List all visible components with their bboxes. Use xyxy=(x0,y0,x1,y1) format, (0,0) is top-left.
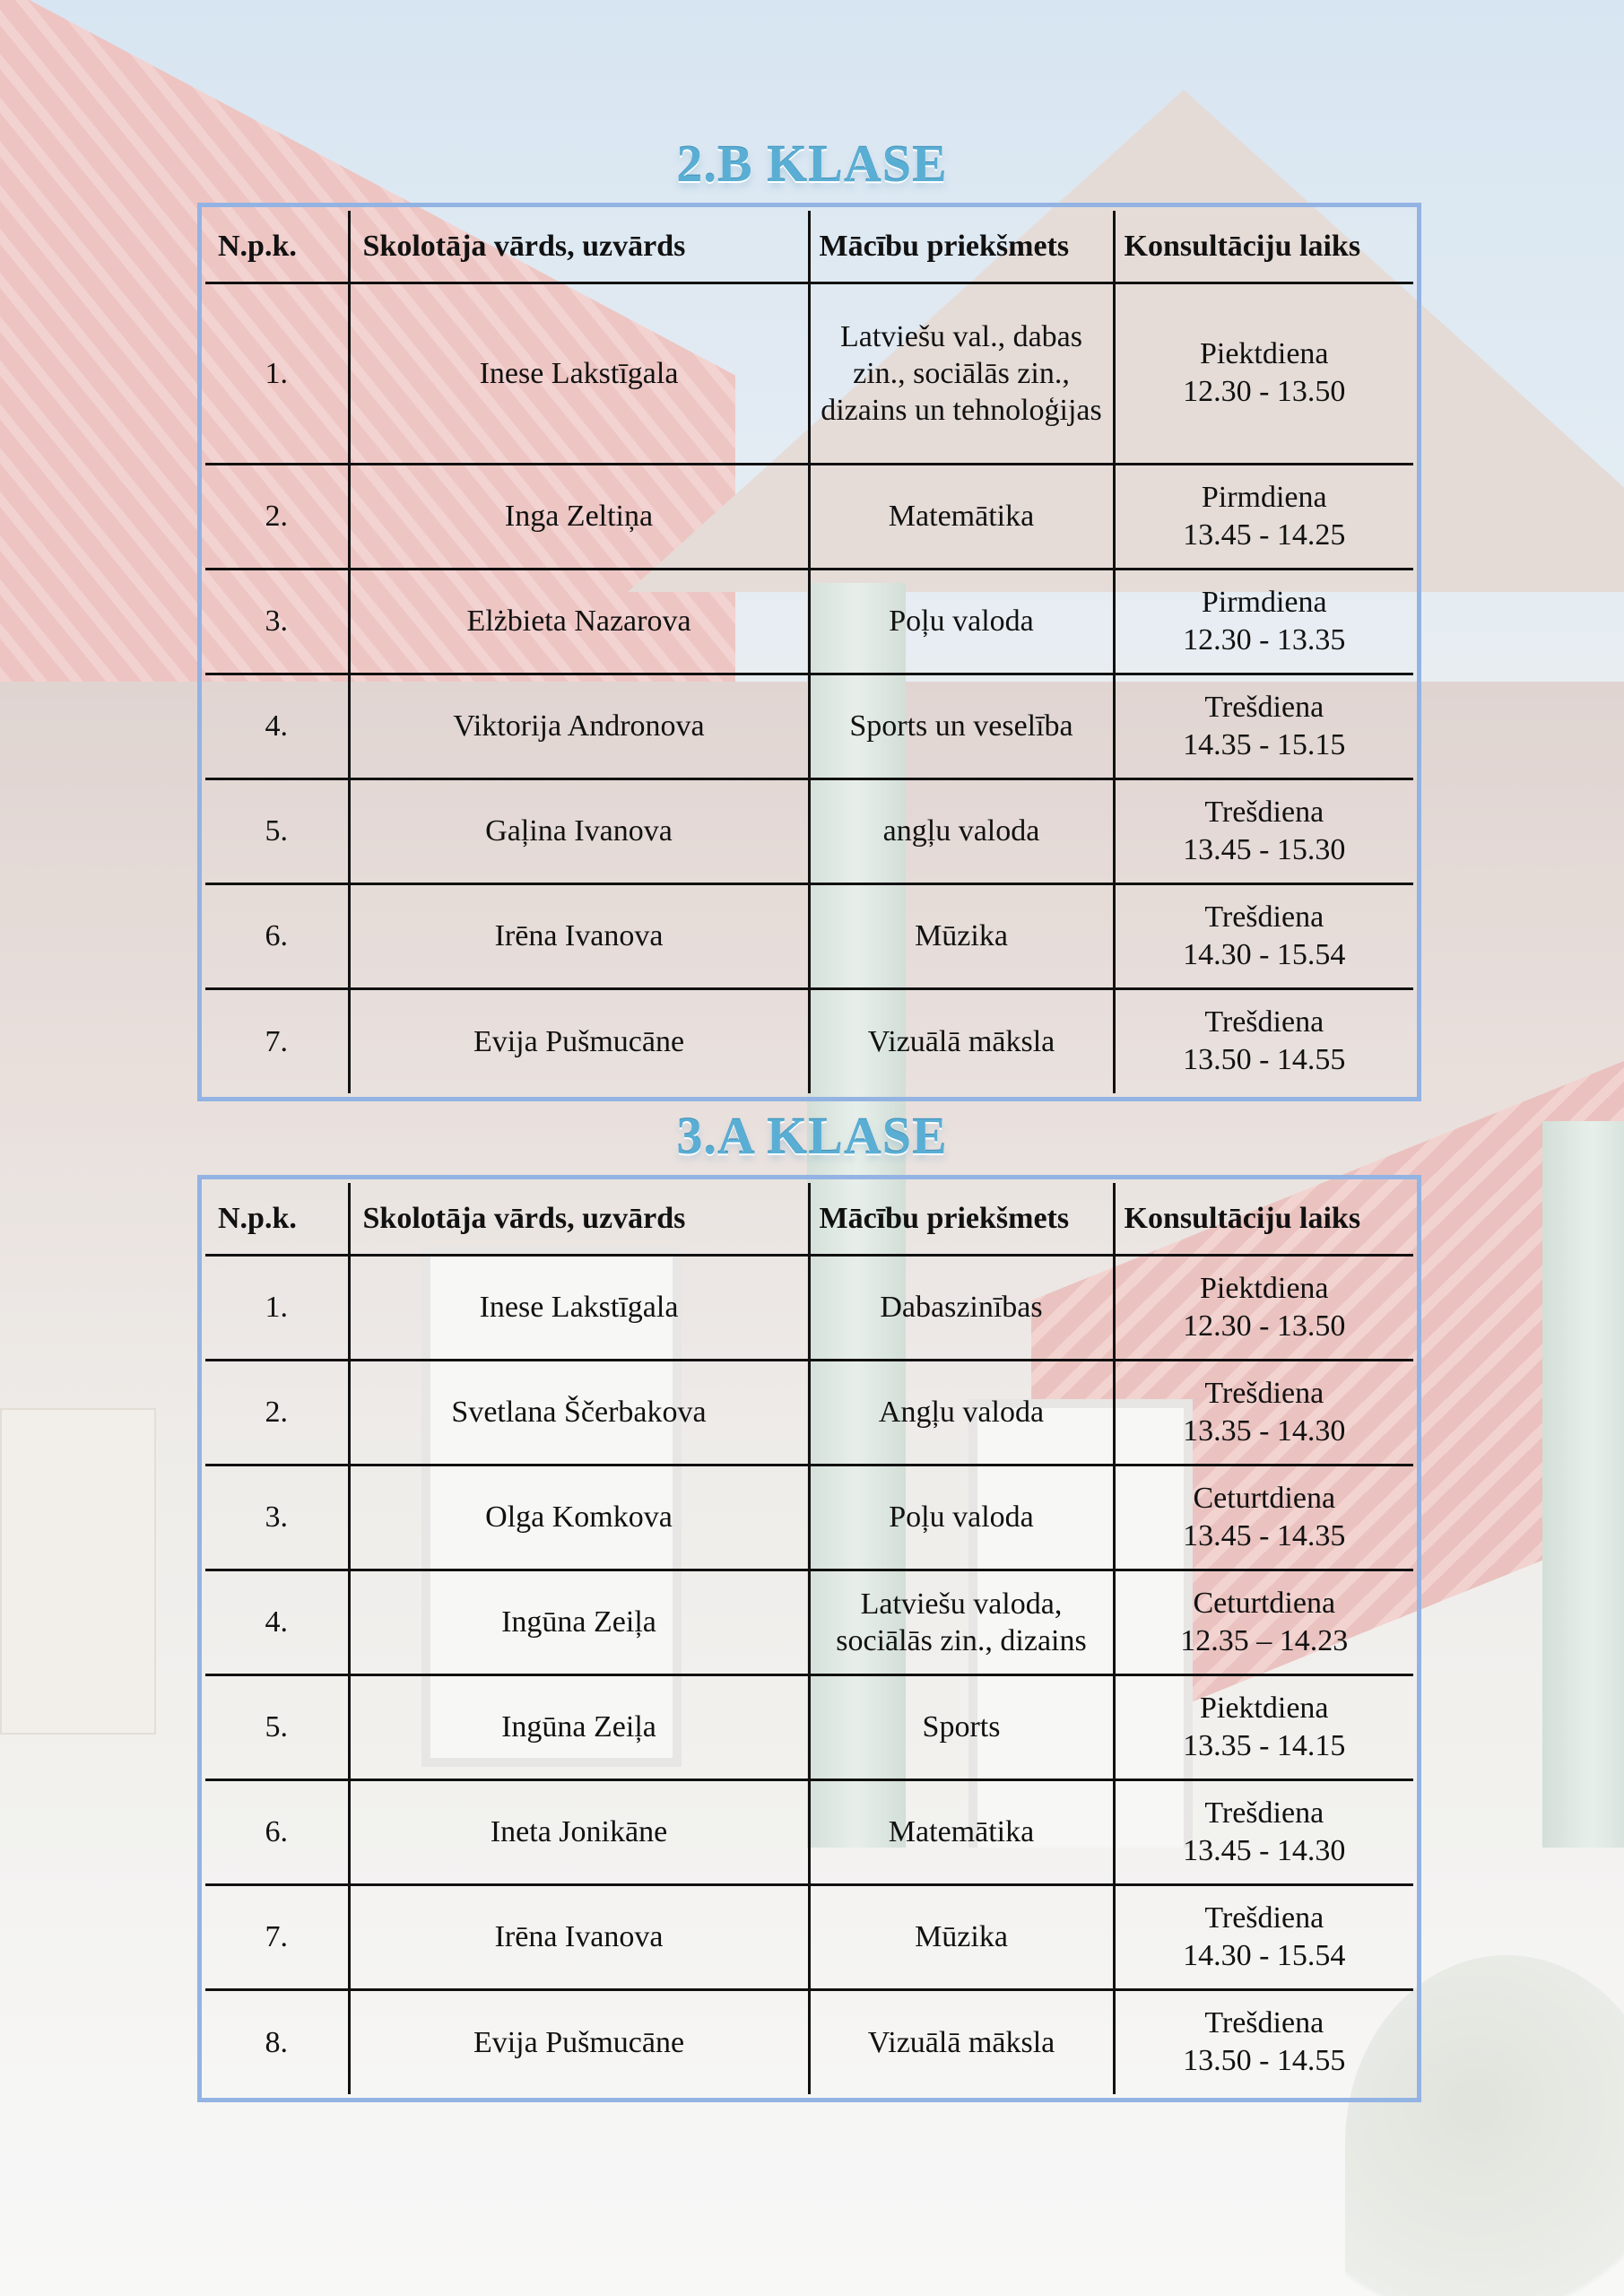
consultation-hours: 13.45 - 15.30 xyxy=(1183,832,1346,866)
consultation-time xyxy=(1114,569,1413,674)
table-row xyxy=(205,569,1413,674)
row-number: 7. xyxy=(205,988,349,1093)
teacher-name: Inga Zeltiņa xyxy=(349,464,809,569)
teacher-name: Irēna Ivanova xyxy=(349,1884,809,1989)
consultation-day: Ceturtdiena xyxy=(1193,1481,1336,1515)
consultation-hours: 13.35 - 14.15 xyxy=(1183,1728,1346,1762)
section-title-2b: 2.B KLASE xyxy=(676,135,948,193)
teacher-name: Irēna Ivanova xyxy=(349,883,809,988)
consultation-hours: 13.45 - 14.25 xyxy=(1183,517,1346,552)
subject: Sports xyxy=(809,1674,1114,1779)
consultation-time xyxy=(1114,283,1413,464)
subject: Matemātika xyxy=(809,1779,1114,1884)
consultation-time xyxy=(1114,778,1413,883)
consultation-time xyxy=(1114,1779,1413,1884)
consultation-hours: 12.30 - 13.50 xyxy=(1183,1309,1346,1343)
table-row xyxy=(205,674,1413,778)
table-row xyxy=(205,883,1413,988)
consultation-time xyxy=(1114,674,1413,778)
subject: Vizuālā māksla xyxy=(809,988,1114,1093)
row-number: 3. xyxy=(205,569,349,674)
consultation-day: Trešdiena xyxy=(1204,795,1324,829)
table-row xyxy=(205,1989,1413,2094)
teacher-name: Ingūna Zeiļa xyxy=(349,1570,809,1674)
subject: Angļu valoda xyxy=(809,1360,1114,1465)
subject: Dabaszinības xyxy=(809,1255,1114,1360)
subject: Vizuālā māksla xyxy=(809,1989,1114,2094)
consultation-hours: 14.35 - 15.15 xyxy=(1183,727,1346,761)
consultation-time xyxy=(1114,1465,1413,1570)
table-row xyxy=(205,778,1413,883)
table-row xyxy=(205,1674,1413,1779)
teacher-name: Ingūna Zeiļa xyxy=(349,1674,809,1779)
header-teacher: Skolotāja vārds, uzvārds xyxy=(349,211,809,283)
consultation-day: Pirmdiena xyxy=(1201,585,1327,619)
schedule-table-2b xyxy=(197,203,1421,1101)
table-header-row xyxy=(205,211,1413,283)
consultation-day: Trešdiena xyxy=(1204,1376,1324,1410)
row-number: 5. xyxy=(205,778,349,883)
table-row xyxy=(205,988,1413,1093)
consultation-hours: 12.30 - 13.35 xyxy=(1183,622,1346,657)
row-number: 7. xyxy=(205,1884,349,1989)
table-row xyxy=(205,283,1413,464)
consultation-time xyxy=(1114,464,1413,569)
consultation-day: Trešdiena xyxy=(1204,1900,1324,1935)
consultation-hours: 14.30 - 15.54 xyxy=(1183,1938,1346,1972)
row-number: 4. xyxy=(205,674,349,778)
row-number: 3. xyxy=(205,1465,349,1570)
row-number: 6. xyxy=(205,883,349,988)
teacher-name: Ineta Jonikāne xyxy=(349,1779,809,1884)
subject: Mūzika xyxy=(809,1884,1114,1989)
subject: Poļu valoda xyxy=(809,569,1114,674)
teacher-name: Olga Komkova xyxy=(349,1465,809,1570)
table-row xyxy=(205,1465,1413,1570)
subject: Latviešu val., dabas zin., sociālās zin., dizains un tehnoloģijas xyxy=(809,283,1114,464)
teacher-name: Inese Lakstīgala xyxy=(349,283,809,464)
consultation-day: Piektdiena xyxy=(1199,1691,1329,1725)
consultation-time xyxy=(1114,1360,1413,1465)
subject: angļu valoda xyxy=(809,778,1114,883)
consultation-day: Piektdiena xyxy=(1199,1271,1329,1305)
row-number: 8. xyxy=(205,1989,349,2094)
consultation-time xyxy=(1114,988,1413,1093)
consultation-hours: 14.30 - 15.54 xyxy=(1183,937,1346,971)
header-consultation-time: Konsultāciju laiks xyxy=(1114,211,1413,283)
consultation-hours: 13.45 - 14.30 xyxy=(1183,1833,1346,1867)
consultation-day: Trešdiena xyxy=(1204,1796,1324,1830)
subject: Latviešu valoda, sociālās zin., dizains xyxy=(809,1570,1114,1674)
table-row xyxy=(205,1570,1413,1674)
consultation-day: Pirmdiena xyxy=(1201,480,1327,514)
row-number: 6. xyxy=(205,1779,349,1884)
consultation-hours: 12.35 – 14.23 xyxy=(1180,1623,1349,1657)
table-row xyxy=(205,1884,1413,1989)
consultation-time xyxy=(1114,1674,1413,1779)
row-number: 2. xyxy=(205,1360,349,1465)
consultation-day: Trešdiena xyxy=(1204,690,1324,724)
subject: Mūzika xyxy=(809,883,1114,988)
header-subject: Mācību priekšmets xyxy=(809,1183,1114,1255)
consultation-hours: 13.35 - 14.30 xyxy=(1183,1413,1346,1448)
consultation-time xyxy=(1114,1570,1413,1674)
consultation-time xyxy=(1114,1989,1413,2094)
consultation-hours: 13.45 - 14.35 xyxy=(1183,1518,1346,1552)
header-number: N.p.k. xyxy=(205,211,349,283)
teacher-name: Svetlana Ščerbakova xyxy=(349,1360,809,1465)
consultation-time xyxy=(1114,1884,1413,1989)
table-row xyxy=(205,1779,1413,1884)
consultation-day: Piektdiena xyxy=(1199,337,1329,370)
header-number: N.p.k. xyxy=(205,1183,349,1255)
header-subject: Mācību priekšmets xyxy=(809,211,1114,283)
subject: Sports un veselība xyxy=(809,674,1114,778)
consultation-day: Trešdiena xyxy=(1204,1005,1324,1039)
table-row xyxy=(205,1255,1413,1360)
teacher-name: Viktorija Andronova xyxy=(349,674,809,778)
header-consultation-time: Konsultāciju laiks xyxy=(1114,1183,1413,1255)
section-title-3a: 3.A KLASE xyxy=(676,1107,948,1165)
table-header-row xyxy=(205,1183,1413,1255)
consultation-hours: 13.50 - 14.55 xyxy=(1183,2044,1346,2078)
row-number: 4. xyxy=(205,1570,349,1674)
consultation-time xyxy=(1114,883,1413,988)
consultation-hours: 12.30 - 13.50 xyxy=(1183,375,1346,408)
teacher-name: Evija Pušmucāne xyxy=(349,1989,809,2094)
schedule-table-3a xyxy=(197,1175,1421,2102)
header-teacher: Skolotāja vārds, uzvārds xyxy=(349,1183,809,1255)
teacher-name: Gaļina Ivanova xyxy=(349,778,809,883)
consultation-day: Ceturtdiena xyxy=(1193,1586,1336,1620)
row-number: 1. xyxy=(205,283,349,464)
consultation-hours: 13.50 - 14.55 xyxy=(1183,1043,1346,1077)
teacher-name: Evija Pušmucāne xyxy=(349,988,809,1093)
table-row xyxy=(205,464,1413,569)
subject: Poļu valoda xyxy=(809,1465,1114,1570)
subject: Matemātika xyxy=(809,464,1114,569)
consultation-day: Trešdiena xyxy=(1204,900,1324,934)
table-row xyxy=(205,1360,1413,1465)
consultation-time xyxy=(1114,1255,1413,1360)
row-number: 1. xyxy=(205,1255,349,1360)
teacher-name: Inese Lakstīgala xyxy=(349,1255,809,1360)
teacher-name: Elżbieta Nazarova xyxy=(349,569,809,674)
consultation-day: Trešdiena xyxy=(1204,2006,1324,2040)
row-number: 5. xyxy=(205,1674,349,1779)
row-number: 2. xyxy=(205,464,349,569)
